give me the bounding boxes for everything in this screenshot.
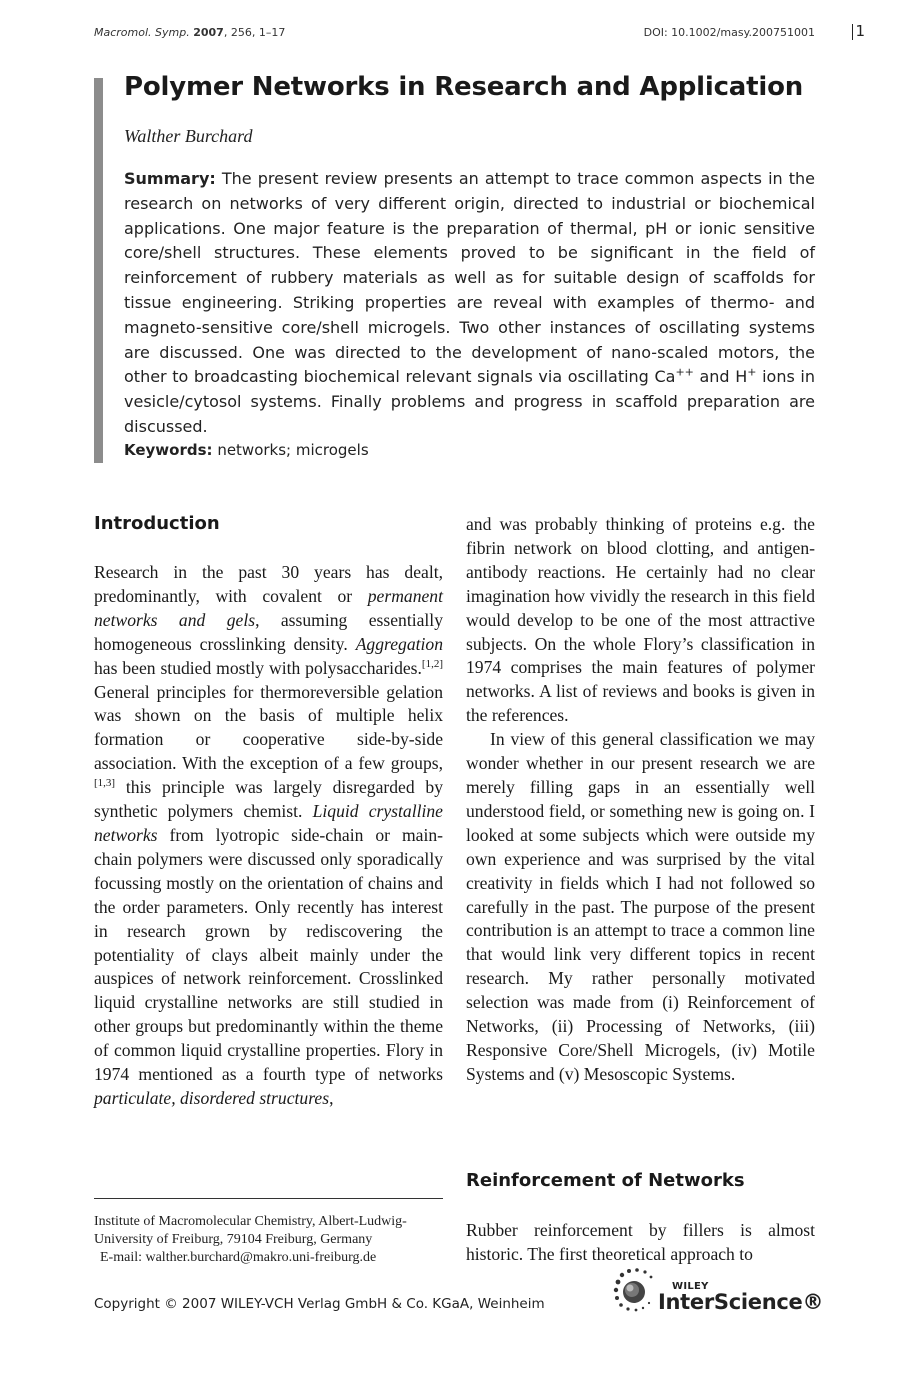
intro-paragraph [94, 561, 443, 1111]
right-column [466, 513, 815, 1087]
intro-text-6: from lyotropic side-chain or main-chain polymers were discussed only sporadically focussing mostly on the orientation of chains and the order parameters. Only recently has interest in research grown by rediscovering the potentiality of clays albeit mainly under the auspices of network reinforcement. Crosslinked liquid crystalline networks are still studied in other groups but predominantly within the theme of common liquid crystalline properties. Flory in 1974 mentioned as a fourth type of networks [94, 824, 443, 1085]
section-heading-reinforcement: Reinforcement of Networks [466, 1170, 745, 1191]
section-heading-introduction: Introduction [94, 513, 220, 534]
intro-text-5: this principle was largely disregarded by synthetic polymers chemist. [94, 777, 443, 822]
journal-volume-pages: , 256, 1–17 [223, 26, 286, 39]
author-name: Walther Burchard [124, 126, 253, 146]
journal-year: 2007 [193, 26, 224, 39]
summary-text-3: ions in vesicle/cytosol systems. Finally problems and progress in scaffold preparation are discussed. [124, 367, 815, 436]
page-number: 1 [855, 22, 865, 40]
doi[interactable]: DOI: 10.1002/masy.200751001 [643, 26, 815, 39]
citation-1-3[interactable]: [1,3] [94, 777, 116, 790]
author-email[interactable]: E-mail: walther.burchard@makro.uni-freiburg.de [100, 1250, 377, 1265]
keywords-label: Keywords: [124, 441, 213, 459]
summary-paragraph [124, 167, 815, 440]
summary-label: Summary: [124, 169, 216, 188]
intro-italic-3: Liquid crystalline networks [94, 801, 443, 845]
wiley-interscience-logo [612, 1266, 824, 1316]
affiliation-text: Institute of Macromolecular Chemistry, Albert-Ludwig-University of Freiburg, 79104 Freiburg, Germany [94, 1214, 407, 1247]
copyright-notice: Copyright © 2007 WILEY-VCH Verlag GmbH & Co. KGaA, Weinheim [94, 1296, 545, 1312]
logo-wiley-text: WILEY [672, 1281, 709, 1292]
intro-text-1: Research in the past 30 years has dealt, predominantly, with covalent or [94, 562, 443, 606]
footnote-rule [94, 1198, 443, 1199]
reinforcement-paragraph: Rubber reinforcement by fillers is almost historic. The first theoretical approach to [466, 1220, 815, 1264]
intro-text-3: has been studied mostly with polysaccharides. [94, 657, 422, 678]
keywords-list: networks; microgels [212, 441, 369, 459]
intro-text-4: General principles for thermoreversible gelation was shown on the basis of multiple helix formation or cooperative side-by-side association. With the exception of a few groups, [94, 681, 443, 774]
affiliation-footnote [94, 1213, 454, 1267]
summary-text-2: and H [693, 367, 748, 387]
intro-italic-1: permanent networks and gels [94, 585, 443, 630]
running-header [94, 22, 865, 44]
intro-italic-4: particulate, disordered structures [94, 1087, 330, 1108]
left-column [94, 561, 443, 1111]
abstract-side-bar [94, 78, 103, 463]
logo-interscience-text: InterScience® [658, 1290, 824, 1314]
right-paragraph-1: and was probably thinking of proteins e.g. the fibrin network on blood clotting, and antigen-antibody reactions. He certainly had no clear imagination how vividly the research in this field would develop to be one of the most attractive subjects. On the whole Flory’s classification in 1974 comprises the main features of polymer networks. A list of reviews and books is given in the references. [466, 514, 815, 726]
journal-name: Macromol. Symp. [94, 26, 190, 39]
right-paragraph-2: In view of this general classification we may wonder whether in our present research we are merely filling gaps in an essentially well understood field, or something new is going on. I looked at some subjects which were outside my own experience and was surprised by the vital creativity in fields which I had not followed so carefully in the past. The purpose of the present contribution is an attempt to trace a common line that would link very different topics in recent research. My rather personally motivated selection was made from (i) Reinforcement of Networks, (ii) Processing of Networks, (iii) Responsive Core/Shell Microgels, (iv) Motile Systems and (v) Mesoscopic Systems. [466, 729, 815, 1084]
summary-superscript-2: + [747, 366, 757, 380]
keywords [124, 441, 369, 459]
citation-1-2[interactable]: [1,2] [421, 657, 443, 670]
article-title: Polymer Networks in Research and Application [124, 72, 804, 102]
page-number-marker [852, 22, 865, 40]
summary-text-1: The present review presents an attempt to trace common aspects in the research on networks of very different origin, directed to industrial or biochemical applications. One major feature is the preparation of thermal, pH or ionic sensitive core/shell structures. These elements proved to be significant in the field of reinforcement of rubbery materials as well as for suitable design of scaffolds for tissue engineering. Striking properties are reveal with examples of thermo- and magneto-sensitive core/shell microgels. Two other instances of oscillating systems are discussed. One was directed to the development of nano-scaled motors, the other to broadcasting biochemical relevant signals via oscillating Ca [124, 169, 815, 387]
journal-citation [94, 26, 285, 39]
intro-text-2: , assuming essentially homogeneous crosslinking density. [94, 609, 443, 654]
intro-italic-2: Aggregation [355, 633, 443, 654]
summary-superscript-1: ++ [675, 366, 694, 380]
page-number-bar [852, 24, 854, 40]
reinforcement-column [466, 1219, 815, 1267]
intro-text-7: , [329, 1087, 334, 1108]
